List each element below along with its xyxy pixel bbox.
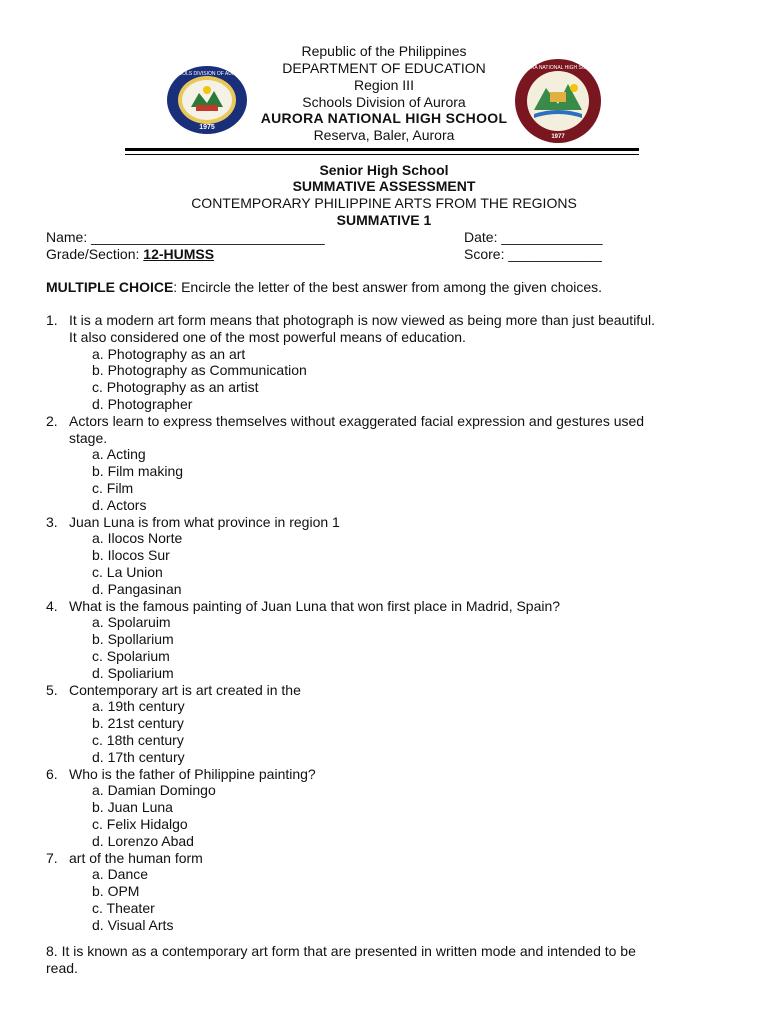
question-number: 7. — [46, 849, 58, 866]
title-assessment: SUMMATIVE ASSESSMENT — [292, 178, 476, 194]
question-text: Who is the father of Philippine painting? — [69, 765, 316, 782]
answer-choice[interactable]: c. Spolarium — [92, 648, 170, 664]
answer-choice[interactable]: b. Photography as Communication — [92, 362, 307, 379]
answer-choice[interactable]: a. Acting — [92, 446, 146, 463]
question-text: It also considered one of the most powerful means of education. — [69, 328, 466, 345]
question-8-line-1: 8. It is known as a contemporary art form that are presented in written mode and intended to be — [46, 943, 636, 959]
question-number: 2. — [46, 412, 58, 429]
answer-choice[interactable]: d. Spoliarium — [92, 664, 174, 681]
question-text: stage. — [69, 429, 108, 446]
answer-choice[interactable]: c. 18th century — [92, 732, 184, 748]
question-text: Actors learn to express themselves without exaggerated facial expression and gestures used — [69, 412, 645, 429]
score-field: Score: ____________ — [464, 246, 602, 262]
answer-choice[interactable]: b. OPM — [92, 883, 140, 900]
answer-choice[interactable]: b. 21st century — [92, 715, 184, 732]
instructions-heading: MULTIPLE CHOICE — [46, 279, 174, 295]
grade-section-field — [46, 246, 214, 263]
answer-choice[interactable]: d. Lorenzo Abad — [92, 832, 194, 849]
instructions — [46, 279, 602, 296]
header-rule-thin — [125, 154, 639, 155]
title-level: Senior High School — [319, 162, 449, 178]
answer-choice[interactable]: c. Film — [92, 480, 134, 496]
question-8-line-2: read. — [46, 960, 78, 976]
answer-choice[interactable]: b. Film making — [92, 463, 184, 480]
question-number: 6. — [46, 765, 58, 782]
left-seal-ring-text: SCHOOLS DIVISION OF AURORA — [167, 71, 247, 77]
question-number: 1. — [46, 312, 58, 328]
header-region: Region III — [354, 77, 414, 93]
header-republic: Republic of the Philippines — [301, 43, 467, 59]
date-field: Date: _____________ — [464, 229, 603, 245]
answer-choice[interactable]: d. 17th century — [92, 748, 185, 765]
header-department: DEPARTMENT OF EDUCATION — [282, 60, 486, 76]
answer-choice[interactable]: c. Photography as an artist — [92, 379, 259, 396]
question-text: What is the famous painting of Juan Luna that won first place in Madrid, Spain? — [69, 597, 561, 614]
title-summative-number: SUMMATIVE 1 — [336, 212, 432, 228]
question-number: 5. — [46, 681, 58, 698]
question-number: 4. — [46, 597, 58, 614]
question-number: 3. — [46, 513, 58, 530]
answer-choice[interactable]: c. La Union — [92, 564, 163, 580]
question-text: It is a modern art form means that photograph is now viewed as being more than just beautiful. — [69, 312, 655, 328]
header-rule-thick — [125, 148, 639, 151]
answer-choice[interactable]: d. Photographer — [92, 396, 193, 412]
right-seal-year: 1977 — [551, 134, 565, 140]
grade-section-label: Grade/Section: — [46, 246, 144, 262]
name-field: Name: ______________________________ — [46, 229, 325, 245]
instructions-text: : Encircle the letter of the best answer from among the given choices. — [173, 279, 603, 295]
answer-choice[interactable]: d. Actors — [92, 496, 147, 513]
header-address: Reserva, Baler, Aurora — [313, 127, 455, 143]
header-division: Schools Division of Aurora — [302, 94, 466, 110]
grade-section-value: 12-HUMSS — [143, 246, 215, 262]
answer-choice[interactable]: a. Ilocos Norte — [92, 530, 183, 547]
title-subject: CONTEMPORARY PHILIPPINE ARTS FROM THE REGIONS — [191, 195, 577, 211]
answer-choice[interactable]: a. Damian Domingo — [92, 782, 216, 799]
answer-choice[interactable]: a. Photography as an art — [92, 345, 246, 362]
answer-choice[interactable]: c. Theater — [92, 900, 155, 916]
answer-choice[interactable]: b. Juan Luna — [92, 799, 173, 816]
left-seal-year: 1975 — [199, 124, 215, 131]
answer-choice[interactable]: a. Dance — [92, 866, 149, 883]
answer-choice[interactable]: a. 19th century — [92, 698, 185, 715]
header-school-name: AURORA NATIONAL HIGH SCHOOL — [260, 110, 508, 126]
answer-choice[interactable]: d. Pangasinan — [92, 580, 182, 597]
answer-choice[interactable]: b. Ilocos Sur — [92, 547, 170, 564]
answer-choice[interactable]: c. Felix Hidalgo — [92, 816, 188, 832]
right-seal-ring-text: AURORA NATIONAL HIGH SCHOOL — [516, 65, 600, 71]
question-text: Juan Luna is from what province in region 1 — [69, 513, 340, 530]
question-text: Contemporary art is art created in the — [69, 681, 301, 698]
answer-choice[interactable]: d. Visual Arts — [92, 916, 174, 933]
answer-choice[interactable]: b. Spollarium — [92, 631, 174, 648]
answer-choice[interactable]: a. Spolaruim — [92, 614, 171, 631]
question-text: art of the human form — [69, 849, 203, 866]
